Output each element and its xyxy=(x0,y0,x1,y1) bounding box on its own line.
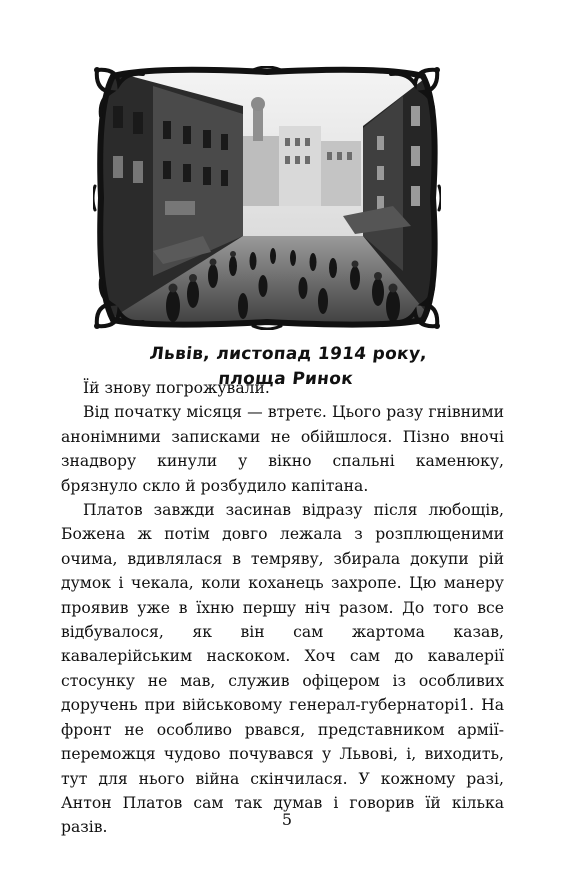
historic-photo-lviv-market-square xyxy=(93,66,441,330)
caption-line-1: Львів, листопад 1914 року, xyxy=(148,344,429,364)
paragraph-1: Їй знову погрожували. xyxy=(83,379,270,397)
paragraph-3: Платов завжди засинав відразу після любощів, Божена ж потім довго лежала з розплющеними очима, вдивлялася в темряву, збирала докупи рій думок і чекала, коли коханець захропе. Цю манеру проявив уже в їхню першу ніч разом. До того все відбувалося, як він сам жартома казав, кавалерійським наскоком. Хоч сам до кавалерії стосунку не мав, служив офіцером із особливих доручень при військовому генерал-губернаторі1. На фронт не особливо рвався, представником армії-переможця чудово почувався у Львові, і, виходить, тут для нього війна скінчилася. У кожному разі, Антон Платов сам так думав і говорив їй кілька разів. xyxy=(61,501,504,837)
paragraph-2: Від початку місяця — втретє. Цього разу гнівними анонімними записками не обійшлося. Пізно вночі знадвору кинули у вікно спальні каменюку, брязнуло скло й розбудило капітана. xyxy=(61,403,504,495)
caption-line-2: площа Ринок xyxy=(217,369,355,389)
body-text xyxy=(61,376,504,840)
page-number: 5 xyxy=(281,810,293,829)
photo-frame xyxy=(93,66,441,330)
street-scene xyxy=(93,66,441,330)
